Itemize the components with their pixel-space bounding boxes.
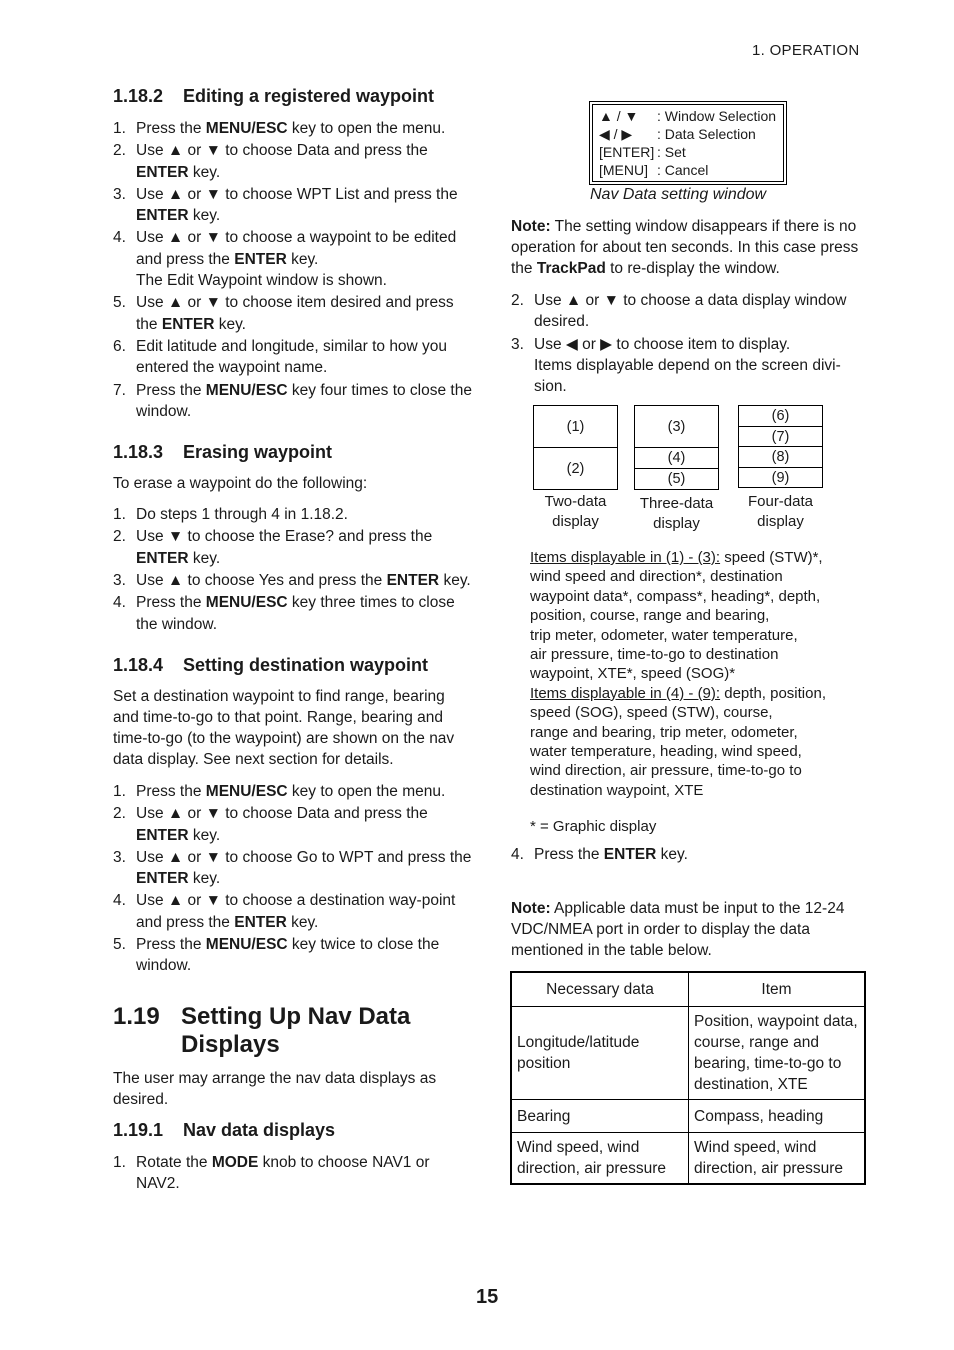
list-item: 2. Use ▲ or ▼ to choose Data and press the ENTER key. — [113, 805, 428, 844]
window-row: ▲ / ▼ : Window Selection — [599, 108, 777, 124]
display-cell: (7) — [739, 427, 822, 448]
three-data-label: Three-data display — [639, 495, 714, 532]
table-cell: Wind speed, wind direction, air pressure — [689, 1133, 866, 1185]
list-item: 1. Press the MENU/ESC key to open the menu. — [113, 782, 446, 800]
table-header: Item — [689, 972, 866, 1007]
table-row — [511, 1133, 865, 1185]
steps-1-19-1 — [113, 1152, 473, 1195]
four-data-label: Four-data display — [747, 493, 814, 530]
list-item: 5. Use ▲ or ▼ to choose item desired and press the ENTER key. — [113, 294, 454, 333]
table-header-row — [511, 972, 865, 1007]
three-data-display-diagram — [634, 405, 719, 490]
window-row: [MENU] : Cancel — [599, 162, 709, 178]
two-data-display-diagram — [533, 405, 618, 490]
two-data-label: Two-data display — [544, 493, 607, 530]
steps-1-18-2 — [113, 118, 473, 422]
table-row — [511, 1100, 865, 1133]
graphic-display-footnote: * = Graphic display — [530, 818, 657, 835]
table-cell: Position, waypoint data, course, range and bearing, time-to-go to destination, XTE — [689, 1007, 866, 1100]
steps-1-18-3 — [113, 504, 473, 635]
list-item: 4. Press the MENU/ESC key three times to close the window. — [113, 594, 455, 633]
list-item: 6. Edit latitude and longitude, similar to how you entered the waypoint name. — [113, 337, 448, 377]
necessary-data-table — [510, 971, 866, 1185]
table-cell: Bearing — [511, 1100, 689, 1133]
heading-1-19: 1.19 Setting Up Nav Data Displays — [113, 1002, 411, 1058]
nav-data-intro: The user may arrange the nav data displays as desired. — [113, 1069, 437, 1108]
note-setting-window: Note: The setting window disappears if there is no operation for about ten seconds. In this case press the TrackPad to re-display the window. — [511, 218, 859, 277]
list-item: 2. Use ▲ or ▼ to choose a data display window desired. — [511, 292, 847, 331]
list-item: 3. Use ◀ or ▶ to choose item to display. Items displayable depend on the screen divi-sion. — [511, 335, 841, 396]
items-displayable: Items displayable in (1) - (3): speed (STW)*, wind speed and direction*, destination waypoint data*, compass*, heading*, depth, position, course, range and bearing, trip meter, odometer, water temperature, air pressure, time-to-go to destination waypoint, XTE*, speed (SOG)* Items displayable in (4) - (9): depth, position, speed (SOG), speed (STW), course, range and bearing, trip meter, odometer, water temperature, heading, wind speed, wind direction, air pressure, time-to-go to destination waypoint, XTE — [530, 549, 826, 799]
window-row: ◀ / ▶ : Data Selection — [599, 126, 756, 142]
setting-window-caption: Nav Data setting window — [590, 186, 767, 203]
table-cell: Longitude/latitude position — [511, 1007, 689, 1100]
list-item: 4. Press the ENTER key. — [511, 846, 688, 863]
table-header: Necessary data — [511, 972, 689, 1007]
list-item: 3. Use ▲ or ▼ to choose Go to WPT and press the ENTER key. — [113, 848, 472, 888]
erase-intro: To erase a waypoint do the following: — [113, 475, 368, 493]
display-cell: (9) — [771, 469, 790, 486]
display-cell: (3) — [635, 406, 718, 448]
list-item: 2. Use ▲ or ▼ to choose Data and press the ENTER key. — [113, 142, 428, 181]
heading-1-18-2: 1.18.2 Editing a registered waypoint — [113, 86, 435, 106]
note-applicable-data: Note: Applicable data must be input to the 12-24 VDC/NMEA port in order to display the data mentioned in the table below. — [511, 900, 845, 959]
display-cell: (8) — [739, 447, 822, 468]
steps-1-18-4 — [113, 781, 473, 977]
list-item: 1. Do steps 1 through 4 in 1.18.2. — [113, 506, 348, 524]
destination-intro: Set a destination waypoint to find range, bearing and time-to-go to that point. Range, bearing and time-to-go (to the waypoint) are shown on the nav data display. See next section for details. — [113, 687, 455, 768]
heading-1-18-3: 1.18.3 Erasing waypoint — [113, 442, 333, 463]
heading-1-19-1: 1.19.1 Nav data displays — [113, 1119, 336, 1140]
display-cell: (4) — [635, 448, 718, 469]
list-item: 7. Press the MENU/ESC key four times to close the window. — [113, 381, 472, 420]
display-cell: (6) — [739, 406, 822, 427]
step-4 — [511, 844, 866, 865]
display-cell: (1) — [534, 406, 617, 448]
list-item: 4. Use ▲ or ▼ to choose a waypoint to be edited and press the ENTER key. The Edit Waypoint window is shown. — [113, 229, 457, 290]
display-cell: (5) — [667, 471, 686, 487]
list-item: 3. Use ▲ to choose Yes and press the ENTER key. — [113, 572, 471, 590]
four-data-display-diagram — [738, 405, 823, 488]
display-cell: (2) — [566, 461, 585, 477]
running-header: 1. OPERATION — [752, 42, 860, 59]
steps-nav-data-right — [511, 290, 866, 397]
table-row — [511, 1007, 865, 1100]
list-item: 1. Rotate the MODE knob to choose NAV1 or NAV2. — [113, 1153, 430, 1192]
list-item: 5. Press the MENU/ESC key twice to close the window. — [113, 936, 440, 975]
page-number: 15 — [476, 1286, 499, 1308]
table-cell: Wind speed, wind direction, air pressure — [511, 1133, 689, 1185]
heading-1-18-4: 1.18.4 Setting destination waypoint — [113, 654, 429, 675]
window-row: [ENTER] : Set — [599, 144, 686, 160]
list-item: 1. Press the MENU/ESC key to open the menu. — [113, 120, 446, 137]
list-item: 3. Use ▲ or ▼ to choose WPT List and press the ENTER key. — [113, 185, 458, 225]
list-item: 2. Use ▼ to choose the Erase? and press the ENTER key. — [113, 528, 433, 567]
left-column — [113, 86, 473, 1195]
table-cell: Compass, heading — [689, 1100, 866, 1133]
list-item: 4. Use ▲ or ▼ to choose a destination way-point and press the ENTER key. — [113, 892, 456, 931]
nav-data-setting-window — [589, 101, 787, 185]
